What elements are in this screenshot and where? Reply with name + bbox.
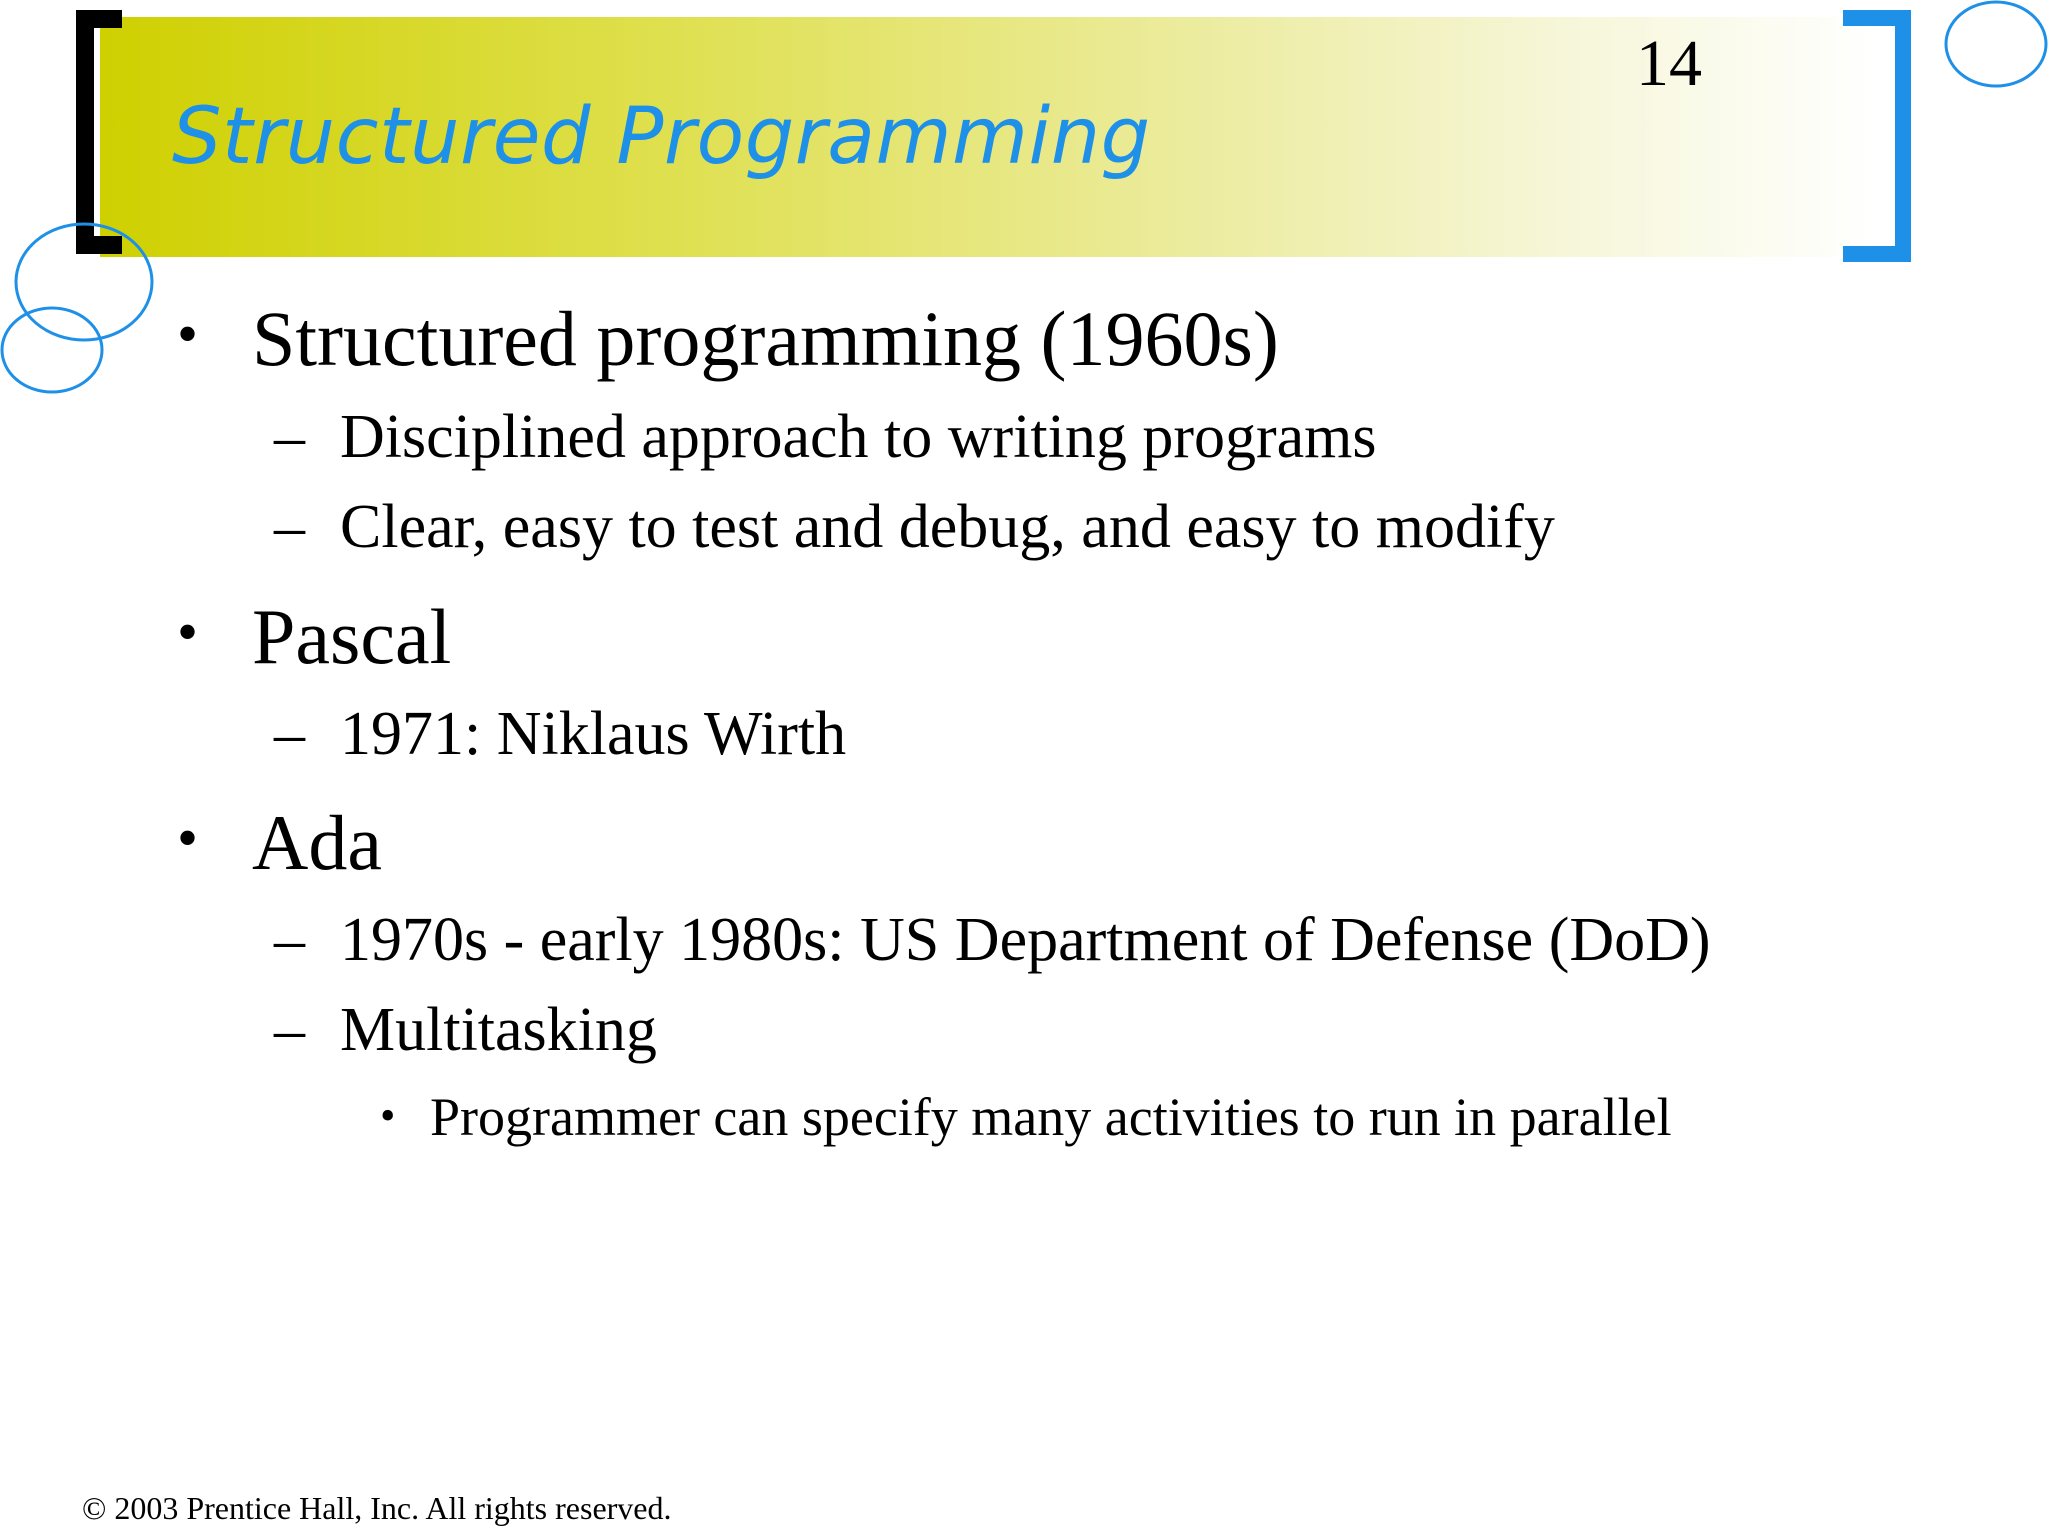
- dash-marker: –: [274, 493, 305, 561]
- subbullet-clear-easy: [274, 493, 1555, 561]
- circle-decoration-top-right: [1946, 2, 2046, 86]
- bullet-text: Ada: [252, 799, 382, 886]
- subbullet-disciplined-approach: [274, 403, 1377, 471]
- bullet-marker: •: [177, 599, 199, 665]
- subbullet-text: Clear, easy to test and debug, and easy to modify: [340, 493, 1555, 561]
- subbullet-text: 1970s - early 1980s: US Department of Defense (DoD): [340, 906, 1711, 974]
- dash-marker: –: [274, 906, 305, 974]
- dash-marker: –: [274, 700, 305, 768]
- subsubbullet-parallel-activities: [380, 1087, 1672, 1147]
- dash-marker: –: [274, 996, 305, 1064]
- circle-decoration-left-lower: [2, 308, 102, 392]
- bullet-ada: [177, 799, 382, 886]
- bullet-marker: •: [177, 301, 199, 367]
- bullet-structured-programming: [177, 295, 1279, 382]
- circle-decoration-left-upper: [16, 224, 152, 340]
- subbullet-us-dod: [274, 906, 1711, 974]
- subbullet-text: 1971: Niklaus Wirth: [340, 700, 847, 768]
- bullet-text: Pascal: [252, 593, 452, 680]
- dash-marker: –: [274, 403, 305, 471]
- bullet-marker: •: [380, 1091, 396, 1140]
- copyright-text: 2003 Prentice Hall, Inc. All rights reserved.: [114, 1490, 672, 1526]
- subbullet-text: Disciplined approach to writing programs: [340, 403, 1377, 471]
- page-number: 14: [1636, 27, 1702, 100]
- subsubbullet-text: Programmer can specify many activities to run in parallel: [430, 1087, 1672, 1147]
- slide-title: Structured Programming: [172, 92, 1151, 182]
- bullet-text: Structured programming (1960s): [252, 295, 1279, 382]
- copyright-symbol: ©: [82, 1490, 107, 1526]
- subbullet-niklaus-wirth: [274, 700, 847, 768]
- subbullet-text: Multitasking: [340, 996, 657, 1064]
- bullet-pascal: [177, 593, 452, 680]
- bullet-marker: •: [177, 805, 199, 871]
- copyright-footer: [82, 1490, 672, 1527]
- subbullet-multitasking: [274, 996, 657, 1064]
